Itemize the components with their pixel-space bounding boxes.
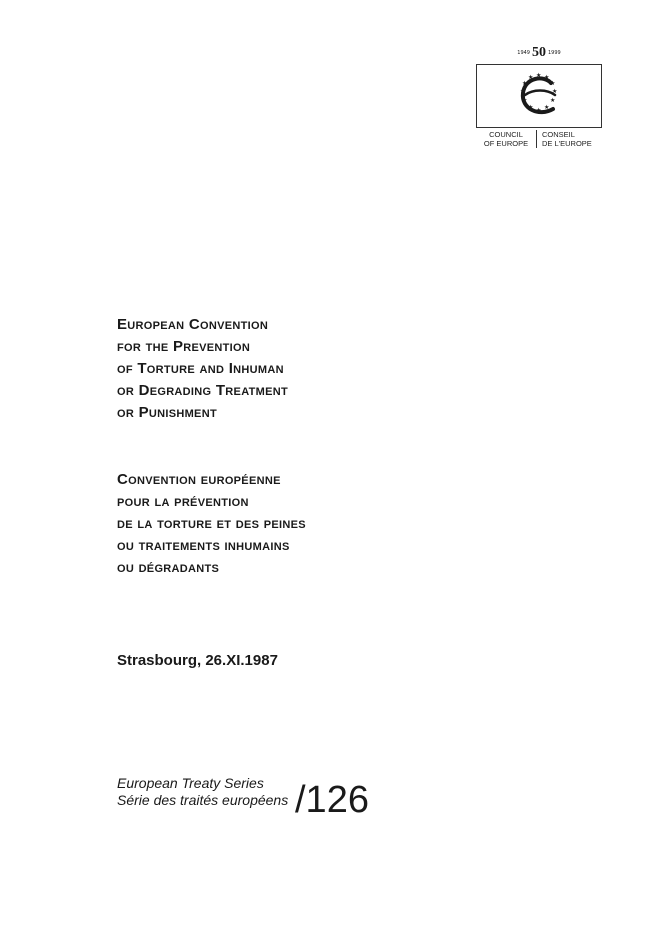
- title-english: [117, 314, 288, 424]
- council-of-europe-logo: [476, 44, 602, 156]
- svg-text:★: ★: [550, 97, 556, 104]
- title-en-line: for the Prevention: [117, 338, 251, 355]
- title-fr-line: Convention européenne: [117, 471, 281, 488]
- series-name-fr: Série des traités européens: [117, 792, 289, 808]
- title-french: [117, 469, 306, 579]
- title-en-line: European Convention: [117, 316, 269, 333]
- svg-text:★: ★: [550, 80, 556, 87]
- svg-text:★: ★: [544, 104, 550, 111]
- svg-text:★: ★: [522, 97, 528, 104]
- anniversary-number: 50: [532, 45, 546, 60]
- svg-text:★: ★: [528, 104, 534, 111]
- svg-text:★: ★: [536, 107, 542, 114]
- treaty-series: [117, 775, 288, 809]
- series-name-en: European Treaty Series: [117, 775, 264, 791]
- anniversary-mark: [476, 44, 602, 62]
- svg-text:★: ★: [544, 74, 550, 81]
- svg-text:★: ★: [536, 72, 542, 79]
- council-of-europe-emblem-icon: [511, 69, 567, 123]
- svg-text:★: ★: [522, 80, 528, 87]
- organisation-name-en: COUNCIL OF EUROPE: [476, 130, 537, 148]
- place-and-date: Strasbourg, 26.XI.1987: [117, 652, 278, 669]
- organisation-name-fr: CONSEIL DE L'EUROPE: [542, 130, 592, 148]
- title-fr-line: ou dégradants: [117, 559, 220, 576]
- anniversary-end-year: 1999: [548, 50, 561, 56]
- svg-text:★: ★: [552, 88, 558, 95]
- title-en-line: or Punishment: [117, 404, 217, 421]
- title-en-line: of Torture and Inhuman: [117, 360, 284, 377]
- title-fr-line: ou traitements inhumains: [117, 537, 290, 554]
- emblem-frame: [476, 64, 602, 128]
- organisation-names: [476, 130, 602, 148]
- svg-text:★: ★: [520, 88, 526, 95]
- treaty-number: /126: [295, 779, 369, 821]
- title-en-line: or Degrading Treatment: [117, 382, 289, 399]
- svg-text:★: ★: [528, 74, 534, 81]
- title-fr-line: pour la prévention: [117, 493, 249, 510]
- anniversary-start-year: 1949: [517, 50, 530, 56]
- title-fr-line: de la torture et des peines: [117, 515, 306, 532]
